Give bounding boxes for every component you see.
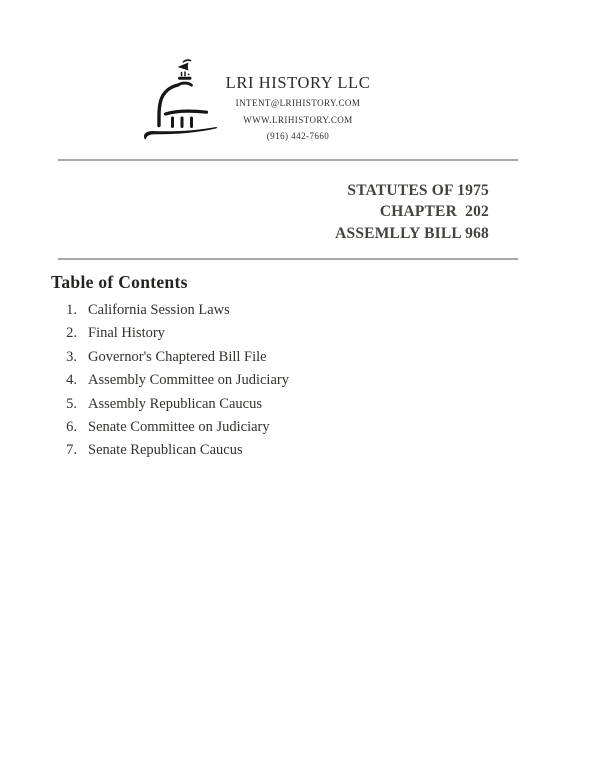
toc-item-number: 3.: [66, 348, 77, 365]
toc-item-number: 7.: [66, 442, 77, 459]
toc-item: [57, 302, 289, 325]
toc-item-label: Senate Republican Caucus: [88, 442, 243, 459]
divider-middle: [58, 258, 518, 260]
toc-item-label: California Session Laws: [88, 302, 230, 318]
letterhead: [203, 74, 393, 145]
company-name: LRI HISTORY LLC: [225, 73, 371, 92]
toc-item: [57, 442, 289, 465]
toc-heading: Table of Contents: [51, 272, 188, 292]
toc-item: [57, 396, 289, 419]
toc-item: [57, 349, 289, 372]
company-website: WWW.LRIHISTORY.COM: [243, 114, 353, 125]
toc-item-number: 6.: [66, 418, 77, 435]
toc-list: [57, 302, 289, 466]
company-phone: (916) 442-7660: [266, 131, 330, 141]
toc-item-label: Final History: [88, 325, 165, 342]
statute-reference-block: [335, 180, 489, 244]
toc-item: [57, 419, 289, 442]
toc-item-number: 1.: [66, 302, 77, 318]
toc-item-number: 4.: [66, 372, 77, 389]
toc-item-label: Senate Committee on Judiciary: [88, 418, 270, 435]
toc-item: [57, 372, 289, 395]
toc-item-number: 5.: [66, 395, 77, 412]
toc-item-label: Assembly Committee on Judiciary: [88, 372, 289, 389]
toc-item-label: Governor's Chaptered Bill File: [88, 348, 267, 365]
toc-item: [57, 325, 289, 348]
bill-line: ASSEMLLY BILL 968: [335, 224, 489, 242]
divider-top: [58, 159, 518, 161]
toc-item-number: 2.: [66, 325, 77, 342]
toc-item-label: Assembly Republican Caucus: [88, 395, 262, 412]
chapter-line: CHAPTER 202: [379, 203, 489, 221]
company-email: INTENT@LRIHISTORY.COM: [235, 98, 361, 108]
statutes-line: STATUTES OF 1975: [347, 182, 489, 199]
